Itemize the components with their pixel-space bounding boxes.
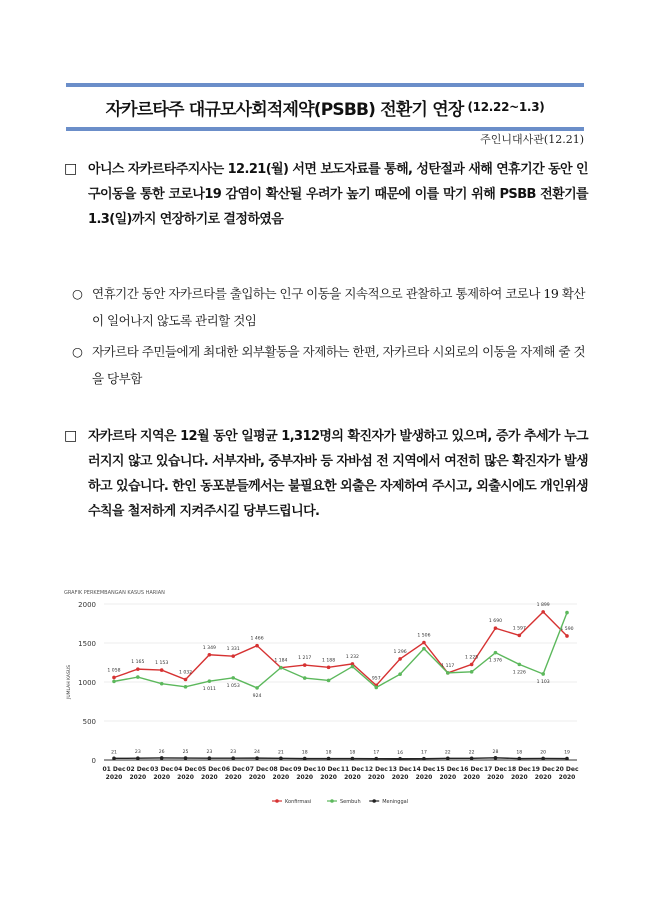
- x-tick-label-year: 2020: [272, 774, 290, 781]
- x-tick-label: 10 Dec: [317, 766, 341, 773]
- data-label-konfirmasi: 1 153: [155, 661, 169, 667]
- x-tick-label: 13 Dec: [388, 766, 412, 773]
- legend-swatch-dot: [330, 799, 334, 803]
- data-point-sembuh: [422, 647, 426, 651]
- legend-swatch-dot: [372, 799, 376, 803]
- y-axis-label: JUMLAH KASUS: [67, 665, 72, 699]
- data-point-konfirmasi: [184, 678, 188, 682]
- x-tick-label-year: 2020: [153, 774, 171, 781]
- data-label-meninggal: 18: [325, 750, 332, 756]
- page-title-dates: (12.22~1.3): [467, 100, 545, 114]
- data-point-meninggal: [255, 756, 259, 760]
- source-line: 주인니대사관(12.21): [480, 133, 584, 146]
- data-point-sembuh: [160, 682, 164, 686]
- x-tick-label-year: 2020: [510, 774, 528, 781]
- data-label-meninggal: 28: [492, 749, 499, 755]
- data-label-meninggal: 17: [373, 750, 380, 756]
- data-point-konfirmasi: [541, 610, 545, 614]
- data-label-meninggal: 23: [134, 750, 141, 756]
- x-tick-label: 08 Dec: [269, 766, 293, 773]
- data-label-meninggal: 18: [301, 750, 308, 756]
- data-point-sembuh: [446, 671, 450, 675]
- x-tick-label-year: 2020: [224, 774, 242, 781]
- data-point-sembuh: [541, 672, 545, 676]
- data-point-sembuh: [279, 666, 283, 670]
- x-tick-label-year: 2020: [344, 774, 361, 781]
- x-tick-label: 04 Dec: [174, 766, 198, 773]
- x-tick-label-year: 2020: [320, 774, 337, 781]
- data-point-meninggal: [541, 757, 545, 761]
- x-tick-label-year: 2020: [296, 774, 314, 781]
- data-point-meninggal: [422, 757, 426, 761]
- x-tick-label: 16 Dec: [460, 766, 484, 773]
- data-point-meninggal: [351, 757, 355, 761]
- data-point-konfirmasi: [231, 654, 235, 658]
- data-label-konfirmasi: 1 506: [417, 633, 431, 639]
- data-label-sembuh: 1 053: [226, 683, 240, 689]
- bullet-text: 자카르타 주민들에게 최대한 외부활동을 자제하는 한편, 자카르타 시외로의 이동을 자제해 줄 것을 당부함: [92, 344, 586, 386]
- x-tick-label-year: 2020: [177, 774, 194, 781]
- data-point-meninggal: [398, 757, 402, 761]
- data-label-sembuh: 1 103: [536, 679, 550, 685]
- data-point-sembuh: [351, 665, 355, 669]
- data-label-konfirmasi: 1 217: [298, 656, 312, 662]
- y-tick-label: 1000: [78, 679, 96, 687]
- data-point-meninggal: [327, 757, 331, 761]
- data-label-konfirmasi: 1 349: [202, 645, 216, 651]
- data-label-meninggal: 20: [540, 750, 547, 756]
- bullet-text: 연휴기간 동안 자카르타를 출입하는 인구 이동을 지속적으로 관찰하고 통제하여 코로나 19 확산이 일어나지 않도록 관리할 것임: [92, 286, 585, 328]
- bullet-marker: ○: [72, 286, 83, 301]
- x-tick-label: 19 Dec: [531, 766, 555, 773]
- data-point-sembuh: [470, 670, 474, 674]
- x-tick-label: 01 Dec: [102, 766, 126, 773]
- data-point-meninggal: [518, 757, 522, 761]
- data-label-konfirmasi: 1 597: [512, 626, 526, 632]
- x-tick-label-year: 2020: [487, 774, 504, 781]
- x-tick-label-year: 2020: [415, 774, 433, 781]
- x-tick-label: 12 Dec: [364, 766, 388, 773]
- data-point-meninggal: [160, 756, 164, 760]
- page-title: [66, 87, 584, 127]
- data-label-meninggal: 18: [516, 750, 523, 756]
- data-point-konfirmasi: [494, 626, 498, 630]
- chart-title: GRAFIK PERKEMBANGAN KASUS HARIAN: [64, 590, 165, 596]
- data-point-konfirmasi: [160, 668, 164, 672]
- data-point-konfirmasi: [470, 663, 474, 667]
- data-label-konfirmasi: 1 590: [560, 626, 574, 632]
- title-block: [66, 83, 584, 131]
- data-label-meninggal: 22: [444, 750, 451, 756]
- data-label-konfirmasi: 1 058: [107, 668, 121, 674]
- data-point-sembuh: [398, 672, 402, 676]
- data-label-konfirmasi: 1 032: [178, 670, 193, 676]
- data-label-meninggal: 18: [349, 750, 356, 756]
- data-label-konfirmasi: 1 184: [274, 658, 288, 664]
- data-point-konfirmasi: [327, 666, 331, 670]
- data-label-meninggal: 25: [182, 750, 189, 756]
- data-label-konfirmasi: 1 117: [441, 663, 455, 669]
- data-point-konfirmasi: [518, 634, 522, 638]
- x-tick-label: 11 Dec: [340, 766, 364, 773]
- data-label-konfirmasi: 1 466: [250, 636, 264, 642]
- x-tick-label-year: 2020: [248, 774, 266, 781]
- data-point-sembuh: [374, 686, 378, 690]
- x-tick-label-year: 2020: [129, 774, 147, 781]
- x-tick-label-year: 2020: [105, 774, 123, 781]
- data-point-sembuh: [518, 663, 522, 667]
- legend-label: Konfirmasi: [285, 799, 312, 805]
- section2-marker: □: [64, 428, 77, 444]
- data-point-sembuh: [112, 680, 116, 684]
- page-title-text: 자카르타주 대규모사회적제약(PSBB) 전환기 연장: [105, 99, 464, 120]
- data-point-meninggal: [208, 756, 212, 760]
- x-tick-label-year: 2020: [463, 774, 480, 781]
- data-label-konfirmasi: 1 690: [488, 619, 503, 625]
- data-point-sembuh: [565, 611, 569, 615]
- x-tick-label-year: 2020: [367, 774, 385, 781]
- data-point-meninggal: [470, 756, 474, 760]
- x-tick-label-year: 2020: [439, 774, 457, 781]
- data-point-sembuh: [136, 675, 140, 679]
- x-tick-label: 15 Dec: [436, 766, 460, 773]
- data-point-sembuh: [494, 651, 498, 655]
- data-point-sembuh: [303, 676, 307, 680]
- data-label-konfirmasi: 1 225: [465, 655, 479, 661]
- x-tick-label: 07 Dec: [245, 766, 269, 773]
- data-point-meninggal: [184, 756, 188, 760]
- x-tick-label: 06 Dec: [221, 766, 245, 773]
- x-tick-label-year: 2020: [534, 774, 552, 781]
- data-point-meninggal: [446, 756, 450, 760]
- data-label-konfirmasi: 1 188: [322, 658, 336, 664]
- data-label-sembuh: 924: [252, 693, 262, 699]
- data-point-meninggal: [136, 756, 140, 760]
- section1-text: 아니스 자카르타주지사는 12.21(월) 서면 보도자료를 통해, 성탄절과 새해 연휴기간 동안 인구이동을 통한 코로나19 감염이 확산될 우려가 높기 때문에 이를 막기 위해 PSBB 전환기를 1.3(일)까지 연장하기로 결정하였음: [88, 162, 588, 227]
- data-point-sembuh: [208, 679, 212, 683]
- data-label-sembuh: 1 011: [202, 687, 216, 693]
- data-label-meninggal: 19: [564, 750, 570, 756]
- x-tick-label: 18 Dec: [507, 766, 531, 773]
- x-tick-label: 20 Dec: [555, 766, 579, 773]
- data-label-konfirmasi: 1 296: [393, 649, 407, 655]
- section2-text: 자카르타 지역은 12월 동안 일평균 1,312명의 확진자가 발생하고 있으며, 증가 추세가 누그러지지 않고 있습니다. 서부자바, 중부자바 등 자바섬 전 지역에서 여전히 많은 확진자가 발생하고 있습니다. 한인 동포분들께서는 불필요한 외출은 자제하여 주시고, 외출시에도 개인위생수칙을 철저하게 지켜주시길 당부드립니다.: [88, 429, 588, 519]
- section1-bullet-2: [72, 338, 588, 392]
- data-label-konfirmasi: 1 899: [536, 602, 550, 608]
- data-point-konfirmasi: [112, 676, 116, 680]
- x-tick-label: 17 Dec: [483, 766, 507, 773]
- y-tick-label: 1500: [78, 640, 96, 648]
- data-point-konfirmasi: [398, 657, 402, 661]
- x-tick-label-year: 2020: [558, 774, 576, 781]
- bullet-marker: ○: [72, 344, 83, 359]
- data-point-meninggal: [303, 757, 307, 761]
- data-label-meninggal: 16: [397, 750, 404, 756]
- data-point-konfirmasi: [136, 667, 140, 671]
- data-point-sembuh: [255, 686, 259, 690]
- data-point-sembuh: [231, 676, 235, 680]
- x-tick-label-year: 2020: [201, 774, 218, 781]
- series-line-meninggal: [114, 758, 567, 759]
- data-label-sembuh: 1 376: [488, 658, 503, 664]
- y-tick-label: 0: [91, 757, 96, 765]
- data-point-konfirmasi: [303, 663, 307, 667]
- x-tick-label: 02 Dec: [126, 766, 150, 773]
- data-point-sembuh: [327, 679, 331, 683]
- data-label-konfirmasi: 1 165: [131, 660, 145, 666]
- data-point-konfirmasi: [565, 634, 569, 638]
- daily-cases-chart: [62, 588, 592, 838]
- data-label-sembuh: 1 226: [512, 670, 526, 676]
- data-label-konfirmasi: 1 331: [226, 647, 240, 653]
- section2-paragraph: [64, 424, 588, 524]
- x-tick-label: 14 Dec: [412, 766, 436, 773]
- data-point-meninggal: [374, 757, 378, 761]
- x-tick-label: 03 Dec: [150, 766, 174, 773]
- data-point-konfirmasi: [422, 641, 426, 645]
- x-tick-label: 09 Dec: [293, 766, 317, 773]
- data-label-meninggal: 22: [468, 750, 475, 756]
- y-tick-label: 2000: [78, 601, 96, 609]
- data-label-meninggal: 17: [421, 750, 427, 756]
- legend-label: Meninggal: [382, 799, 409, 805]
- data-label-meninggal: 23: [206, 750, 213, 756]
- legend-swatch-dot: [275, 799, 279, 803]
- data-label-meninggal: 24: [254, 750, 260, 756]
- data-point-meninggal: [279, 757, 283, 761]
- data-label-konfirmasi: 957: [371, 676, 381, 682]
- data-label-meninggal: 23: [230, 750, 237, 756]
- section1-paragraph: [64, 157, 588, 232]
- data-point-sembuh: [184, 685, 188, 689]
- data-label-meninggal: 21: [111, 750, 117, 756]
- x-tick-label-year: 2020: [391, 774, 409, 781]
- data-point-konfirmasi: [208, 653, 212, 657]
- section1-marker: □: [64, 161, 77, 177]
- data-point-meninggal: [565, 757, 569, 761]
- data-point-meninggal: [494, 756, 498, 760]
- data-label-meninggal: 21: [277, 750, 284, 756]
- data-point-meninggal: [231, 756, 235, 760]
- legend-label: Sembuh: [340, 799, 361, 805]
- data-point-konfirmasi: [255, 644, 259, 648]
- x-tick-label: 05 Dec: [197, 766, 221, 773]
- data-point-meninggal: [112, 757, 116, 761]
- data-label-meninggal: 26: [158, 749, 165, 755]
- section1-bullet-1: [72, 280, 588, 334]
- data-label-konfirmasi: 1 232: [345, 654, 359, 660]
- y-tick-label: 500: [82, 718, 96, 726]
